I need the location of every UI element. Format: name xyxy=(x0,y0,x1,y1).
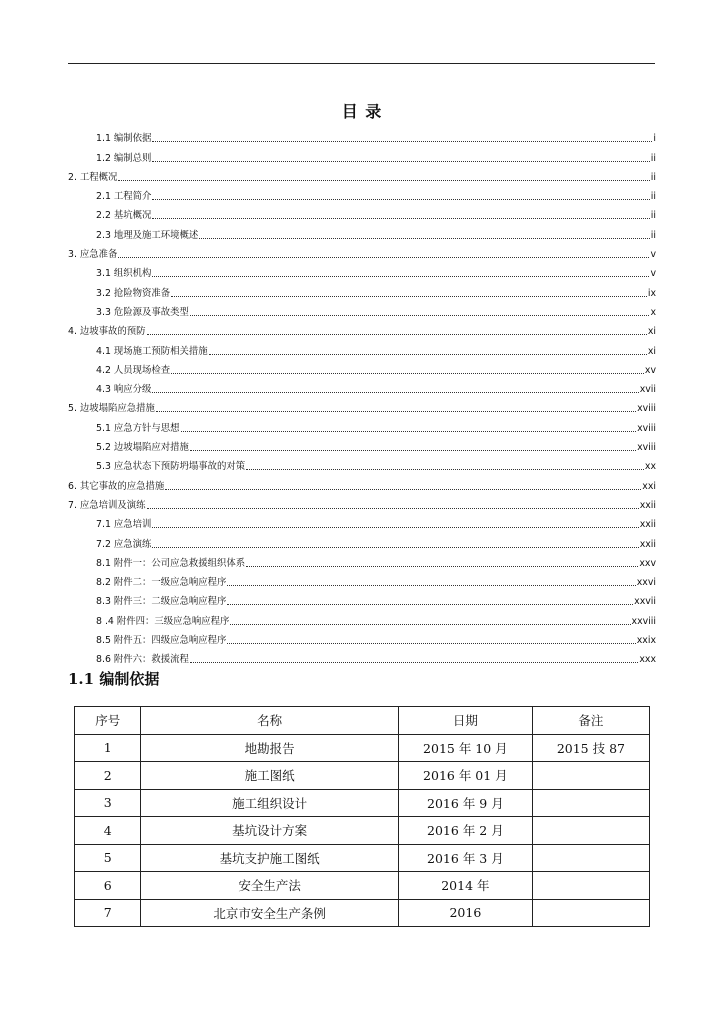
header-rule xyxy=(68,63,655,64)
toc-entry[interactable] xyxy=(68,242,656,261)
toc-entry-page: xi xyxy=(647,345,656,357)
toc-entry-page: i xyxy=(653,133,656,145)
toc-entry-page: xvii xyxy=(639,384,656,396)
toc-entry-page: ii xyxy=(650,229,656,241)
toc-dot-leader xyxy=(118,257,649,258)
toc-entry-label: 7. 应急培训及演练 xyxy=(68,499,146,511)
toc-entry[interactable] xyxy=(68,280,656,299)
cell-date: 2014 年 xyxy=(398,872,532,900)
toc-entry[interactable] xyxy=(68,300,656,319)
toc-entry-label: 3. 应急准备 xyxy=(68,249,118,261)
toc-entry[interactable] xyxy=(68,608,656,627)
toc-entry-label: 4.1 现场施工预防相关措施 xyxy=(96,345,208,357)
cell-remark: 2015 技 87 xyxy=(532,734,649,762)
toc-dot-leader xyxy=(152,276,649,277)
toc-entry-label: 8.6 附件六：救援流程 xyxy=(96,654,189,666)
toc-entry[interactable] xyxy=(68,358,656,377)
toc-entry[interactable] xyxy=(68,473,656,492)
toc-entry-label: 8.3 附件三：二级应急响应程序 xyxy=(96,596,227,608)
cell-index: 2 xyxy=(75,762,141,790)
toc-entry-page: v xyxy=(650,249,656,261)
toc-entry[interactable] xyxy=(68,338,656,357)
toc-entry-label: 3.2 抢险物资准备 xyxy=(96,287,171,299)
toc-dot-leader xyxy=(246,566,638,567)
cell-remark xyxy=(532,844,649,872)
toc-entry-label: 4. 边坡事故的预防 xyxy=(68,326,146,338)
toc-entry-page: ix xyxy=(647,287,656,299)
toc-dot-leader xyxy=(152,218,649,219)
cell-index: 7 xyxy=(75,899,141,927)
toc-dot-leader xyxy=(152,547,638,548)
cell-index: 5 xyxy=(75,844,141,872)
cell-date: 2016 xyxy=(398,899,532,927)
cell-name: 施工图纸 xyxy=(141,762,398,790)
toc-entry-page: xxii xyxy=(639,538,656,550)
toc-entry[interactable] xyxy=(68,222,656,241)
toc-dot-leader xyxy=(147,334,647,335)
toc-dot-leader xyxy=(152,392,638,393)
cell-name: 施工组织设计 xyxy=(141,789,398,817)
toc-entry-page: xv xyxy=(644,364,656,376)
toc-entry-page: x xyxy=(650,306,656,318)
cell-index: 3 xyxy=(75,789,141,817)
toc-entry[interactable] xyxy=(68,319,656,338)
toc-entry-label: 5. 边坡塌陷应急措施 xyxy=(68,403,155,415)
toc-entry-page: xxviii xyxy=(631,615,656,627)
toc-entry-label: 2.2 基坑概况 xyxy=(96,210,152,222)
cell-name: 北京市安全生产条例 xyxy=(141,899,398,927)
toc-dot-leader xyxy=(147,508,639,509)
toc-entry-label: 2.1 工程简介 xyxy=(96,191,152,203)
toc-entry-page: ii xyxy=(650,210,656,222)
toc-dot-leader xyxy=(171,373,644,374)
cell-remark xyxy=(532,789,649,817)
toc-title: 目 录 xyxy=(341,102,383,121)
toc-entry-page: xi xyxy=(647,326,656,338)
toc-entry-label: 6. 其它事故的应急措施 xyxy=(68,480,165,492)
toc-entry-label: 2. 工程概况 xyxy=(68,171,118,183)
toc-entry-page: xviii xyxy=(637,442,656,454)
toc-entry[interactable] xyxy=(68,396,656,415)
toc-entry[interactable] xyxy=(68,145,656,164)
toc-entry-page: xx xyxy=(644,461,656,473)
toc-dot-leader xyxy=(227,604,633,605)
toc-entry-page: xxx xyxy=(639,654,656,666)
toc-entry[interactable] xyxy=(68,415,656,434)
toc-dot-leader xyxy=(199,238,650,239)
cell-index: 6 xyxy=(75,872,141,900)
toc-entry[interactable] xyxy=(68,570,656,589)
cell-name: 基坑支护施工图纸 xyxy=(141,844,398,872)
toc-dot-leader xyxy=(190,315,650,316)
cell-date: 2016 年 9 月 xyxy=(398,789,532,817)
cell-index: 1 xyxy=(75,734,141,762)
toc-entry[interactable] xyxy=(68,493,656,512)
toc-entry[interactable] xyxy=(68,628,656,647)
toc-entry[interactable] xyxy=(68,184,656,203)
reference-table xyxy=(74,706,650,927)
toc-entry-page: ii xyxy=(650,191,656,203)
toc-entry-label: 5.3 应急状态下预防坍塌事故的对策 xyxy=(96,461,246,473)
toc-entry-label: 4.2 人员现场检查 xyxy=(96,364,171,376)
header-date: 日期 xyxy=(398,707,532,735)
cell-date: 2016 年 2 月 xyxy=(398,817,532,845)
toc-entry-page: xxii xyxy=(639,499,656,511)
cell-index: 4 xyxy=(75,817,141,845)
toc-entry-label: 7.2 应急演练 xyxy=(96,538,152,550)
header-name: 名称 xyxy=(141,707,398,735)
toc-entry[interactable] xyxy=(68,203,656,222)
cell-name: 地勘报告 xyxy=(141,734,398,762)
toc-dot-leader xyxy=(230,624,630,625)
cell-remark xyxy=(532,817,649,845)
toc-entry-page: v xyxy=(650,268,656,280)
toc-entry-page: xxvii xyxy=(634,596,656,608)
toc-dot-leader xyxy=(246,469,644,470)
toc-entry[interactable] xyxy=(68,261,656,280)
table-row xyxy=(75,872,650,900)
toc-dot-leader xyxy=(209,354,647,355)
toc-entry-label: 3.3 危险源及事故类型 xyxy=(96,306,189,318)
toc-dot-leader xyxy=(156,411,636,412)
toc-entry-page: xxvi xyxy=(636,577,656,589)
table-row xyxy=(75,844,650,872)
toc-entry[interactable] xyxy=(68,377,656,396)
cell-remark xyxy=(532,872,649,900)
table-header-row xyxy=(75,707,650,735)
toc-entry-label: 5.1 应急方针与思想 xyxy=(96,422,180,434)
cell-date: 2016 年 01 月 xyxy=(398,762,532,790)
toc-dot-leader xyxy=(190,662,638,663)
toc-entry-page: xviii xyxy=(637,422,656,434)
toc-entry[interactable] xyxy=(68,126,656,145)
toc-entry[interactable] xyxy=(68,647,656,666)
toc-entry-page: xxv xyxy=(639,557,656,569)
toc-dot-leader xyxy=(227,643,635,644)
toc-entry[interactable] xyxy=(68,165,656,184)
table-row xyxy=(75,762,650,790)
toc-dot-leader xyxy=(118,180,649,181)
toc-entry[interactable] xyxy=(68,512,656,531)
toc-entry-label: 3.1 组织机构 xyxy=(96,268,152,280)
table-of-contents xyxy=(68,126,656,666)
toc-entry-label: 2.3 地理及施工环境概述 xyxy=(96,229,199,241)
section-heading: 1.1 编制依据 xyxy=(68,670,160,688)
toc-entry[interactable] xyxy=(68,454,656,473)
toc-entry-label: 1.2 编制总则 xyxy=(96,152,152,164)
toc-entry[interactable] xyxy=(68,435,656,454)
toc-dot-leader xyxy=(152,527,638,528)
toc-entry-page: xxi xyxy=(642,480,656,492)
toc-entry-page: xviii xyxy=(637,403,656,415)
toc-entry-label: 1.1 编制依据 xyxy=(96,133,152,145)
toc-dot-leader xyxy=(152,199,649,200)
cell-name: 安全生产法 xyxy=(141,872,398,900)
toc-entry[interactable] xyxy=(68,551,656,570)
toc-entry[interactable] xyxy=(68,589,656,608)
toc-entry-label: 5.2 边坡塌陷应对措施 xyxy=(96,442,189,454)
toc-entry[interactable] xyxy=(68,531,656,550)
table-row xyxy=(75,817,650,845)
cell-date: 2015 年 10 月 xyxy=(398,734,532,762)
cell-date: 2016 年 3 月 xyxy=(398,844,532,872)
toc-entry-page: xxii xyxy=(639,519,656,531)
header-remark: 备注 xyxy=(532,707,649,735)
toc-entry-label: 7.1 应急培训 xyxy=(96,519,152,531)
toc-dot-leader xyxy=(152,141,652,142)
toc-dot-leader xyxy=(227,585,635,586)
toc-dot-leader xyxy=(165,489,641,490)
cell-remark xyxy=(532,762,649,790)
toc-entry-label: 8.5 附件五：四级应急响应程序 xyxy=(96,635,227,647)
toc-entry-label: 8.2 附件二：一级应急响应程序 xyxy=(96,577,227,589)
table-row xyxy=(75,734,650,762)
cell-name: 基坑设计方案 xyxy=(141,817,398,845)
toc-entry-page: xxix xyxy=(636,635,656,647)
toc-entry-page: ii xyxy=(650,171,656,183)
toc-entry-page: ii xyxy=(650,152,656,164)
toc-dot-leader xyxy=(181,431,637,432)
toc-dot-leader xyxy=(190,450,636,451)
header-index: 序号 xyxy=(75,707,141,735)
table-row xyxy=(75,899,650,927)
toc-entry-label: 4.3 响应分级 xyxy=(96,384,152,396)
toc-dot-leader xyxy=(171,296,647,297)
toc-entry-label: 8 .4 附件四：三级应急响应程序 xyxy=(96,615,230,627)
toc-entry-label: 8.1 附件一：公司应急救援组织体系 xyxy=(96,557,246,569)
table-row xyxy=(75,789,650,817)
toc-dot-leader xyxy=(152,161,649,162)
cell-remark xyxy=(532,899,649,927)
